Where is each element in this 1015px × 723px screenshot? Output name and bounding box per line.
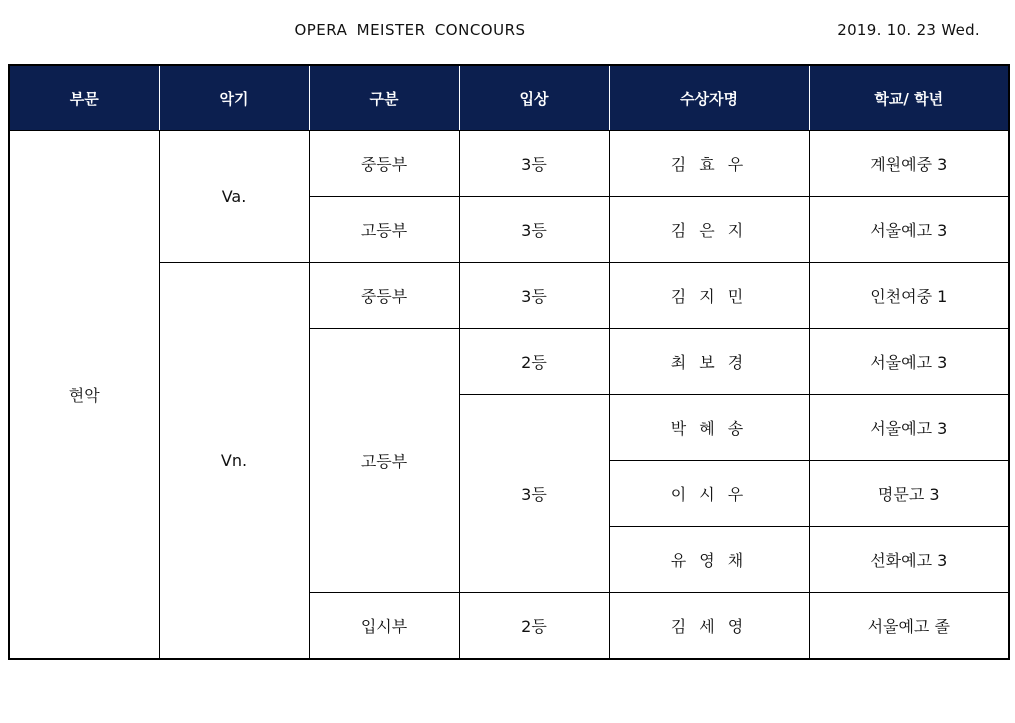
column-header-instrument: 악기	[159, 65, 309, 131]
winner-name-cell: 김 세 영	[609, 593, 809, 660]
column-header-category: 구분	[309, 65, 459, 131]
winner-name-cell: 김 지 민	[609, 263, 809, 329]
award-cell: 3등	[459, 131, 609, 197]
award-cell: 3등	[459, 197, 609, 263]
category-cell: 중등부	[309, 131, 459, 197]
results-table	[8, 64, 1010, 660]
table-header-row	[9, 65, 1009, 131]
document-title: OPERA MEISTER CONCOURS	[294, 21, 526, 39]
school-cell: 명문고 3	[809, 461, 1009, 527]
school-cell: 인천여중 1	[809, 263, 1009, 329]
winner-name-cell: 유 영 채	[609, 527, 809, 593]
award-cell: 2등	[459, 329, 609, 395]
award-cell: 3등	[459, 395, 609, 593]
school-cell: 서울예고 3	[809, 197, 1009, 263]
table-row	[9, 131, 1009, 197]
column-header-school-grade: 학교/ 학년	[809, 65, 1009, 131]
winner-name-cell: 박 혜 송	[609, 395, 809, 461]
column-header-division: 부문	[9, 65, 159, 131]
column-header-winner-name: 수상자명	[609, 65, 809, 131]
winner-name-cell: 최 보 경	[609, 329, 809, 395]
category-cell: 입시부	[309, 593, 459, 660]
winner-name-cell: 김 효 우	[609, 131, 809, 197]
document-date: 2019. 10. 23 Wed.	[837, 21, 980, 39]
award-cell: 2등	[459, 593, 609, 660]
category-cell: 중등부	[309, 263, 459, 329]
school-cell: 서울예고 3	[809, 329, 1009, 395]
winner-name-cell: 김 은 지	[609, 197, 809, 263]
instrument-cell-violin: Vn.	[159, 263, 309, 660]
category-cell: 고등부	[309, 197, 459, 263]
school-cell: 선화예고 3	[809, 527, 1009, 593]
award-cell: 3등	[459, 263, 609, 329]
category-cell: 고등부	[309, 329, 459, 593]
column-header-award: 입상	[459, 65, 609, 131]
school-cell: 서울예고 졸	[809, 593, 1009, 660]
school-cell: 계원예중 3	[809, 131, 1009, 197]
table-row	[9, 263, 1009, 329]
instrument-cell-viola: Va.	[159, 131, 309, 263]
winner-name-cell: 이 시 우	[609, 461, 809, 527]
school-cell: 서울예고 3	[809, 395, 1009, 461]
division-cell: 현악	[9, 131, 159, 660]
